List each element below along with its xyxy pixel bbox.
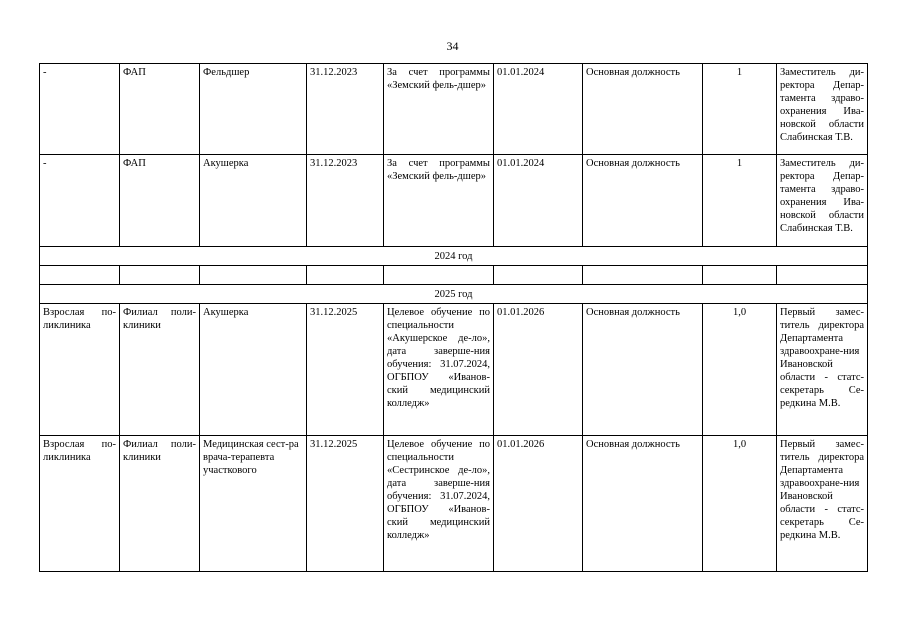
source-cell: За счет программы «Земский фель-дшер» <box>384 155 494 247</box>
year-2025-heading: 2025 год <box>40 285 868 304</box>
hire-date-cell: 01.01.2026 <box>494 304 583 436</box>
source-cell: Целевое обучение по специальности «Сестринское де-ло», дата заверше-ния обучения: 31.07.2024, ОГБПОУ «Иванов-ский медицинский колледж» <box>384 436 494 572</box>
department-cell: - <box>40 155 120 247</box>
position-cell: Акушерка <box>200 304 307 436</box>
hire-date-cell: 01.01.2024 <box>494 64 583 155</box>
unit-cell: ФАП <box>120 155 200 247</box>
vacancy-date-cell: 31.12.2025 <box>307 436 384 572</box>
table-row <box>40 155 868 247</box>
position-cell: Медицинская сест-ра врача-терапевта участкового <box>200 436 307 572</box>
department-cell: Взрослая по-ликлиника <box>40 436 120 572</box>
rate-cell: 1 <box>703 64 777 155</box>
table-row <box>40 64 868 155</box>
responsible-cell: Заместитель ди-ректора Депар-тамента здраво-охранения Ива-новской области Слабинская Т.В. <box>777 155 868 247</box>
vacancy-date-cell: 31.12.2023 <box>307 155 384 247</box>
table-row <box>40 436 868 572</box>
unit-cell: Филиал поли-клиники <box>120 304 200 436</box>
rate-cell: 1,0 <box>703 436 777 572</box>
position-cell: Фельдшер <box>200 64 307 155</box>
responsible-cell: Первый замес-титель директора Департамента здравоохране-ния Ивановской области - статс-секретарь Се-редкина М.В. <box>777 304 868 436</box>
unit-cell: Филиал поли-клиники <box>120 436 200 572</box>
hire-date-cell: 01.01.2026 <box>494 436 583 572</box>
unit-cell: ФАП <box>120 64 200 155</box>
department-cell: Взрослая по-ликлиника <box>40 304 120 436</box>
year-header-row <box>40 247 868 266</box>
year-2024-heading: 2024 год <box>40 247 868 266</box>
position-cell: Акушерка <box>200 155 307 247</box>
empty-row <box>40 266 868 285</box>
rate-cell: 1,0 <box>703 304 777 436</box>
page-number: 34 <box>446 39 459 53</box>
source-cell: За счет программы «Земский фель-дшер» <box>384 64 494 155</box>
employment-type-cell: Основная должность <box>583 155 703 247</box>
responsible-cell: Заместитель ди-ректора Депар-тамента здраво-охранения Ива-новской области Слабинская Т.В. <box>777 64 868 155</box>
hire-date-cell: 01.01.2024 <box>494 155 583 247</box>
table-row <box>40 304 868 436</box>
year-header-row <box>40 285 868 304</box>
employment-type-cell: Основная должность <box>583 304 703 436</box>
rate-cell: 1 <box>703 155 777 247</box>
department-cell: - <box>40 64 120 155</box>
employment-type-cell: Основная должность <box>583 64 703 155</box>
employment-type-cell: Основная должность <box>583 436 703 572</box>
responsible-cell: Первый замес-титель директора Департамента здравоохране-ния Ивановской области - статс-секретарь Се-редкина М.В. <box>777 436 868 572</box>
staffing-table <box>39 63 868 572</box>
vacancy-date-cell: 31.12.2025 <box>307 304 384 436</box>
source-cell: Целевое обучение по специальности «Акушерское де-ло», дата заверше-ния обучения: 31.07.2024, ОГБПОУ «Иванов-ский медицинский колледж» <box>384 304 494 436</box>
vacancy-date-cell: 31.12.2023 <box>307 64 384 155</box>
